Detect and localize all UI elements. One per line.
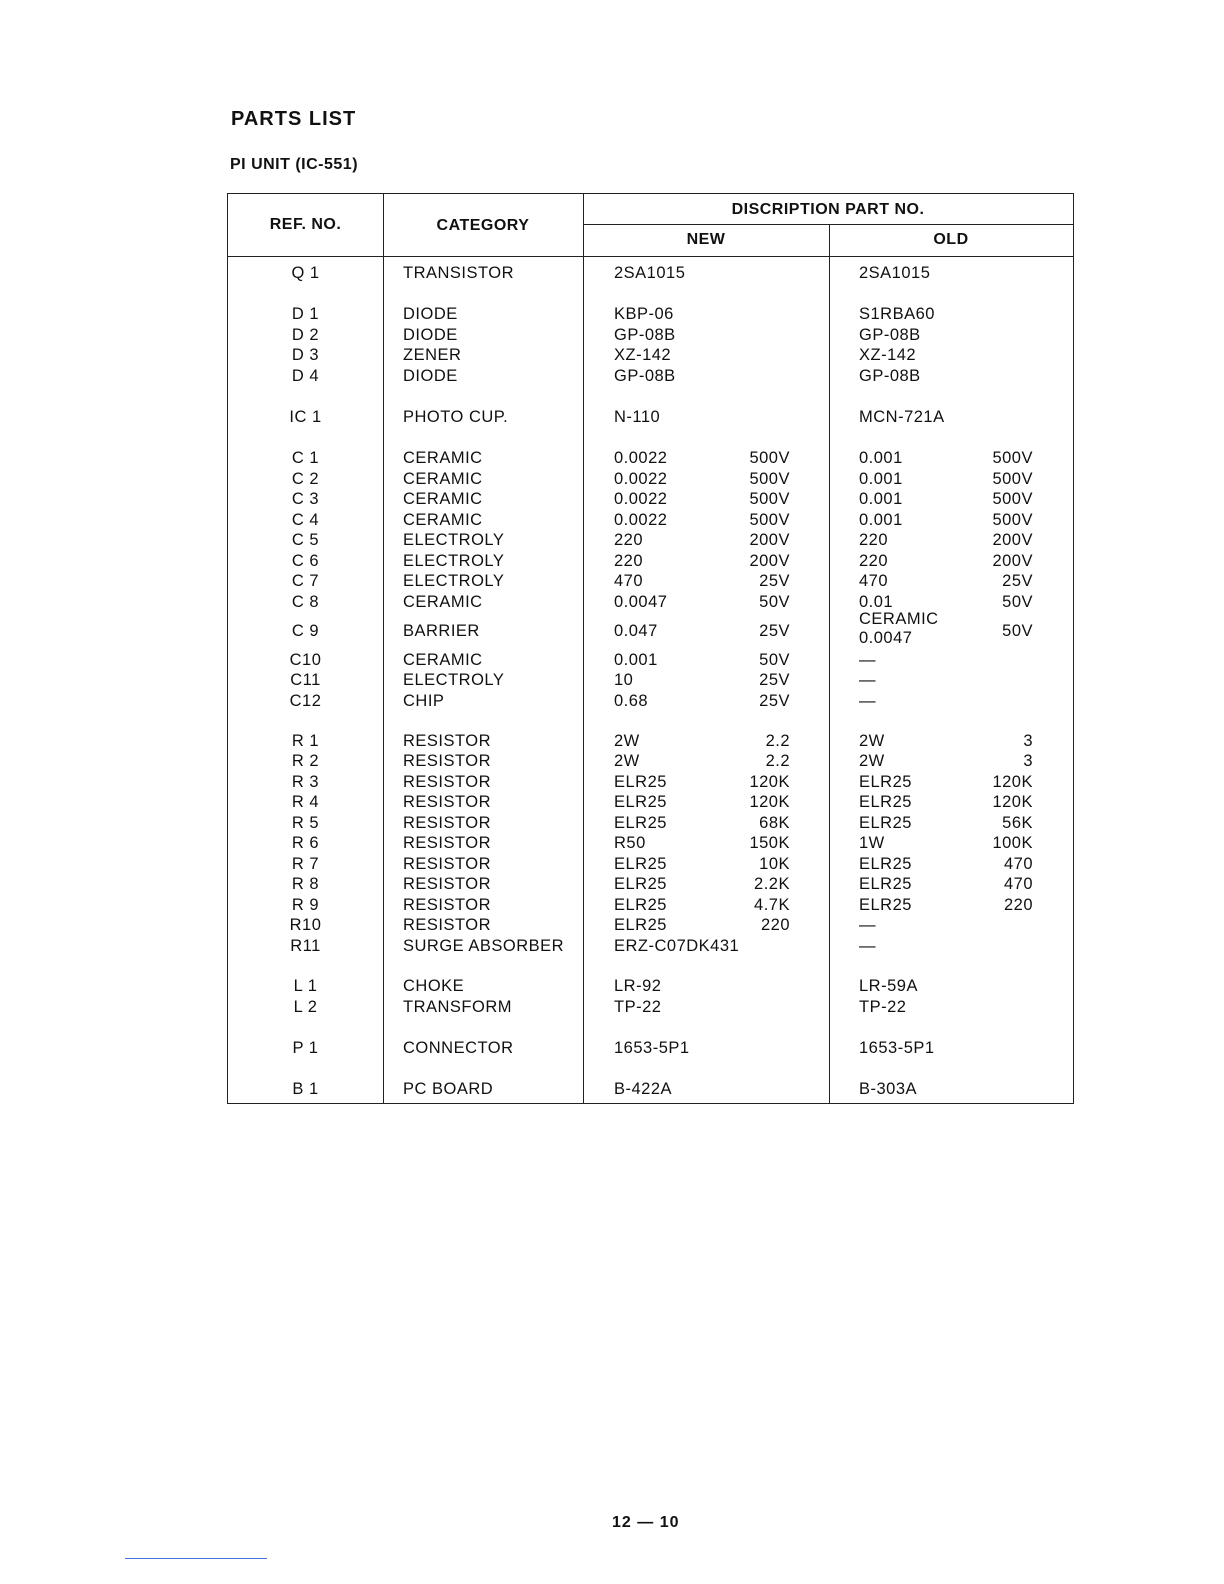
category-cell: CERAMIC — [403, 449, 483, 467]
old-rating-cell: 50V — [1002, 622, 1033, 640]
category-cell: ELECTROLY — [403, 552, 505, 570]
old-part-cell: 0.001 — [859, 470, 903, 488]
category-cell: SURGE ABSORBER — [403, 937, 565, 955]
new-part-cell: ELR25 — [614, 896, 667, 914]
table-row — [228, 896, 1073, 916]
new-rating-cell: 25V — [759, 572, 790, 590]
new-rating-cell: 25V — [759, 692, 790, 710]
ref-cell: R 7 — [291, 855, 320, 873]
old-rating-cell: 50V — [1002, 593, 1033, 611]
ref-cell: L 1 — [293, 977, 318, 995]
table-row — [228, 732, 1073, 752]
new-part-cell: LR-92 — [614, 977, 662, 995]
old-part-cell: S1RBA60 — [859, 305, 935, 323]
old-part-cell: — — [859, 671, 876, 689]
new-part-cell: XZ-142 — [614, 346, 672, 364]
ref-cell: C 1 — [291, 449, 320, 467]
ref-cell: L 2 — [293, 998, 318, 1016]
old-part-cell: 0.001 — [859, 490, 903, 508]
category-cell: CERAMIC — [403, 470, 483, 488]
table-row — [228, 875, 1073, 895]
old-rating-cell: 100K — [992, 834, 1033, 852]
table-row — [228, 531, 1073, 551]
header-new: NEW — [686, 231, 726, 248]
new-part-cell: GP-08B — [614, 326, 676, 344]
category-cell: RESISTOR — [403, 732, 492, 750]
table-row — [228, 814, 1073, 834]
header-ref-no: REF. NO. — [269, 216, 342, 233]
table-row — [228, 773, 1073, 793]
ref-cell: D 1 — [291, 305, 320, 323]
old-rating-cell: 120K — [992, 773, 1033, 791]
category-cell: CHOKE — [403, 977, 465, 995]
old-part-cell: B-303A — [859, 1080, 918, 1098]
ref-cell: D 3 — [291, 346, 320, 364]
new-part-cell: 220 — [614, 552, 644, 570]
table-row — [228, 511, 1073, 531]
old-part-cell: 0.01 — [859, 593, 894, 611]
old-part-cell: GP-08B — [859, 326, 921, 344]
new-part-cell: TP-22 — [614, 998, 662, 1016]
ref-cell: R 3 — [291, 773, 320, 791]
old-rating-cell: 3 — [1023, 752, 1033, 770]
unit-subtitle: PI UNIT (IC-551) — [230, 156, 359, 173]
table-row — [228, 552, 1073, 572]
table-row — [228, 305, 1073, 325]
category-cell: RESISTOR — [403, 834, 492, 852]
old-part-cell: 1W — [859, 834, 885, 852]
new-rating-cell: 500V — [749, 449, 790, 467]
ref-cell: C 6 — [291, 552, 320, 570]
old-part-cell: GP-08B — [859, 367, 921, 385]
new-rating-cell: 120K — [749, 773, 790, 791]
ref-cell: C12 — [289, 692, 322, 710]
category-cell: ELECTROLY — [403, 572, 505, 590]
ref-cell: C 2 — [291, 470, 320, 488]
ref-cell: C11 — [290, 671, 321, 689]
new-part-cell: KBP-06 — [614, 305, 674, 323]
old-part-cell: XZ-142 — [859, 346, 917, 364]
new-rating-cell: 150K — [749, 834, 790, 852]
category-cell: RESISTOR — [403, 875, 492, 893]
table-row — [228, 470, 1073, 490]
ref-cell: C10 — [289, 651, 322, 669]
table-row — [228, 793, 1073, 813]
ref-cell: R 9 — [291, 896, 320, 914]
category-cell: RESISTOR — [403, 793, 492, 811]
category-cell: CONNECTOR — [403, 1039, 514, 1057]
category-cell: RESISTOR — [403, 896, 492, 914]
new-rating-cell: 50V — [759, 651, 790, 669]
table-row — [228, 449, 1073, 469]
category-cell: CHIP — [403, 692, 445, 710]
old-rating-cell: 200V — [992, 552, 1033, 570]
new-rating-cell: 25V — [759, 622, 790, 640]
ref-cell: R11 — [290, 937, 321, 955]
table-row — [228, 937, 1073, 957]
old-part-cell: — — [859, 937, 876, 955]
new-part-cell: 2W — [614, 752, 640, 770]
table-row — [228, 264, 1073, 284]
old-part-cell: 0.001 — [859, 511, 903, 529]
new-part-cell: N-110 — [614, 408, 661, 426]
old-rating-cell: 500V — [992, 490, 1033, 508]
new-rating-cell: 500V — [749, 490, 790, 508]
category-cell: CERAMIC — [403, 511, 483, 529]
new-rating-cell: 500V — [749, 511, 790, 529]
category-cell: PC BOARD — [403, 1080, 494, 1098]
old-rating-cell: 120K — [992, 793, 1033, 811]
table-row — [228, 834, 1073, 854]
old-part-cell: — — [859, 651, 876, 669]
category-cell: TRANSISTOR — [403, 264, 515, 282]
old-rating-cell: 500V — [992, 470, 1033, 488]
table-row — [228, 367, 1073, 387]
new-rating-cell: 500V — [749, 470, 790, 488]
category-cell: CERAMIC — [403, 651, 483, 669]
category-cell: ELECTROLY — [403, 531, 505, 549]
new-part-cell: 2SA1015 — [614, 264, 686, 282]
new-part-cell: ELR25 — [614, 916, 667, 934]
new-rating-cell: 220 — [760, 916, 790, 934]
ref-cell: C 5 — [291, 531, 320, 549]
new-rating-cell: 50V — [759, 593, 790, 611]
ref-cell: P 1 — [292, 1039, 319, 1057]
old-part-cell: ELR25 — [859, 814, 912, 832]
ref-cell: C 9 — [291, 622, 320, 640]
ref-cell: C 8 — [291, 593, 320, 611]
page-title: PARTS LIST — [231, 108, 357, 130]
new-part-cell: B-422A — [614, 1080, 673, 1098]
new-part-cell: 220 — [614, 531, 644, 549]
table-row — [228, 490, 1073, 510]
old-part-cell: TP-22 — [859, 998, 907, 1016]
header-old: OLD — [933, 231, 969, 248]
old-part-cell: 220 — [859, 531, 889, 549]
old-part-cell: CERAMIC 0.0047 — [859, 610, 939, 647]
category-cell: RESISTOR — [403, 916, 492, 934]
old-part-cell: 2W — [859, 732, 885, 750]
table-row — [228, 692, 1073, 712]
old-part-cell: 1653-5P1 — [859, 1039, 935, 1057]
old-rating-cell: 470 — [1003, 875, 1033, 893]
old-part-cell: MCN-721A — [859, 408, 945, 426]
header-description: DISCRIPTION PART NO. — [731, 201, 925, 218]
ref-cell: IC 1 — [289, 408, 322, 426]
old-part-cell: — — [859, 916, 876, 934]
new-part-cell: 0.0022 — [614, 511, 668, 529]
ref-cell: R 1 — [291, 732, 320, 750]
footer-rule — [125, 1558, 267, 1559]
new-rating-cell: 68K — [759, 814, 790, 832]
category-cell: CERAMIC — [403, 593, 483, 611]
new-part-cell: 0.68 — [614, 692, 649, 710]
table-row — [228, 1080, 1073, 1100]
category-cell: PHOTO CUP. — [403, 408, 509, 426]
old-part-cell: ELR25 — [859, 875, 912, 893]
table-row — [228, 1039, 1073, 1059]
old-rating-cell: 220 — [1003, 896, 1033, 914]
new-rating-cell: 10K — [759, 855, 790, 873]
new-part-cell: ELR25 — [614, 855, 667, 873]
new-part-cell: GP-08B — [614, 367, 676, 385]
new-rating-cell: 2.2 — [765, 732, 790, 750]
category-cell: DIODE — [403, 305, 458, 323]
category-cell: ELECTROLY — [403, 671, 505, 689]
new-part-cell: 0.0022 — [614, 490, 668, 508]
table-row — [228, 998, 1073, 1018]
old-rating-cell: 25V — [1002, 572, 1033, 590]
old-part-cell: 0.001 — [859, 449, 903, 467]
new-part-cell: ELR25 — [614, 875, 667, 893]
category-cell: RESISTOR — [403, 752, 492, 770]
category-cell: DIODE — [403, 367, 458, 385]
ref-cell: R 5 — [291, 814, 320, 832]
new-part-cell: 0.0022 — [614, 470, 668, 488]
old-rating-cell: 3 — [1023, 732, 1033, 750]
old-rating-cell: 500V — [992, 449, 1033, 467]
ref-cell: Q 1 — [291, 264, 320, 282]
new-rating-cell: 200V — [749, 531, 790, 549]
category-cell: ZENER — [403, 346, 462, 364]
ref-cell: C 7 — [291, 572, 320, 590]
ref-cell: R 2 — [291, 752, 320, 770]
category-cell: CERAMIC — [403, 490, 483, 508]
new-part-cell: 470 — [614, 572, 644, 590]
header-divider — [228, 256, 1073, 257]
ref-cell: C 4 — [291, 511, 320, 529]
ref-cell: R 6 — [291, 834, 320, 852]
new-part-cell: 0.001 — [614, 651, 658, 669]
header-divider — [583, 224, 1073, 225]
category-cell: BARRIER — [403, 622, 480, 640]
table-row — [228, 651, 1073, 671]
table-row — [228, 752, 1073, 772]
table-row — [228, 326, 1073, 346]
new-rating-cell: 120K — [749, 793, 790, 811]
ref-cell: C 3 — [291, 490, 320, 508]
ref-cell: D 4 — [291, 367, 320, 385]
new-part-cell: 2W — [614, 732, 640, 750]
new-part-cell: 1653-5P1 — [614, 1039, 690, 1057]
old-part-cell: 220 — [859, 552, 889, 570]
old-part-cell: 2W — [859, 752, 885, 770]
new-part-cell: ELR25 — [614, 814, 667, 832]
new-part-cell: 10 — [614, 671, 634, 689]
ref-cell: R 4 — [291, 793, 320, 811]
table-row — [228, 855, 1073, 875]
page-number: 12 — 10 — [612, 1514, 680, 1531]
old-part-cell: 2SA1015 — [859, 264, 931, 282]
new-rating-cell: 2.2 — [765, 752, 790, 770]
new-rating-cell: 2.2K — [754, 875, 790, 893]
ref-cell: B 1 — [292, 1080, 319, 1098]
new-part-cell: 0.0022 — [614, 449, 668, 467]
old-rating-cell: 200V — [992, 531, 1033, 549]
new-part-cell: 0.047 — [614, 622, 658, 640]
old-part-cell: — — [859, 692, 876, 710]
table-row — [228, 916, 1073, 936]
table-row — [228, 977, 1073, 997]
table-row — [228, 671, 1073, 691]
table-row — [228, 408, 1073, 428]
table-row — [228, 572, 1073, 592]
category-cell: DIODE — [403, 326, 458, 344]
old-rating-cell: 500V — [992, 511, 1033, 529]
parts-table — [227, 193, 1074, 1104]
category-cell: RESISTOR — [403, 814, 492, 832]
ref-cell: R 8 — [291, 875, 320, 893]
old-rating-cell: 56K — [1002, 814, 1033, 832]
new-rating-cell: 4.7K — [754, 896, 790, 914]
header-category: CATEGORY — [436, 217, 530, 234]
old-part-cell: ELR25 — [859, 896, 912, 914]
new-part-cell: ELR25 — [614, 773, 667, 791]
new-part-cell: 0.0047 — [614, 593, 668, 611]
category-cell: RESISTOR — [403, 855, 492, 873]
old-rating-cell: 470 — [1003, 855, 1033, 873]
ref-cell: D 2 — [291, 326, 320, 344]
old-part-cell: ELR25 — [859, 773, 912, 791]
category-cell: TRANSFORM — [403, 998, 512, 1016]
new-rating-cell: 200V — [749, 552, 790, 570]
category-cell: RESISTOR — [403, 773, 492, 791]
new-part-cell: ERZ-C07DK431 — [614, 937, 740, 955]
new-part-cell: ELR25 — [614, 793, 667, 811]
table-row — [228, 346, 1073, 366]
new-rating-cell: 25V — [759, 671, 790, 689]
old-part-cell: 470 — [859, 572, 889, 590]
old-part-cell: ELR25 — [859, 855, 912, 873]
new-part-cell: R50 — [614, 834, 646, 852]
table-row — [228, 612, 1073, 652]
old-part-cell: LR-59A — [859, 977, 918, 995]
old-part-cell: ELR25 — [859, 793, 912, 811]
ref-cell: R10 — [289, 916, 322, 934]
